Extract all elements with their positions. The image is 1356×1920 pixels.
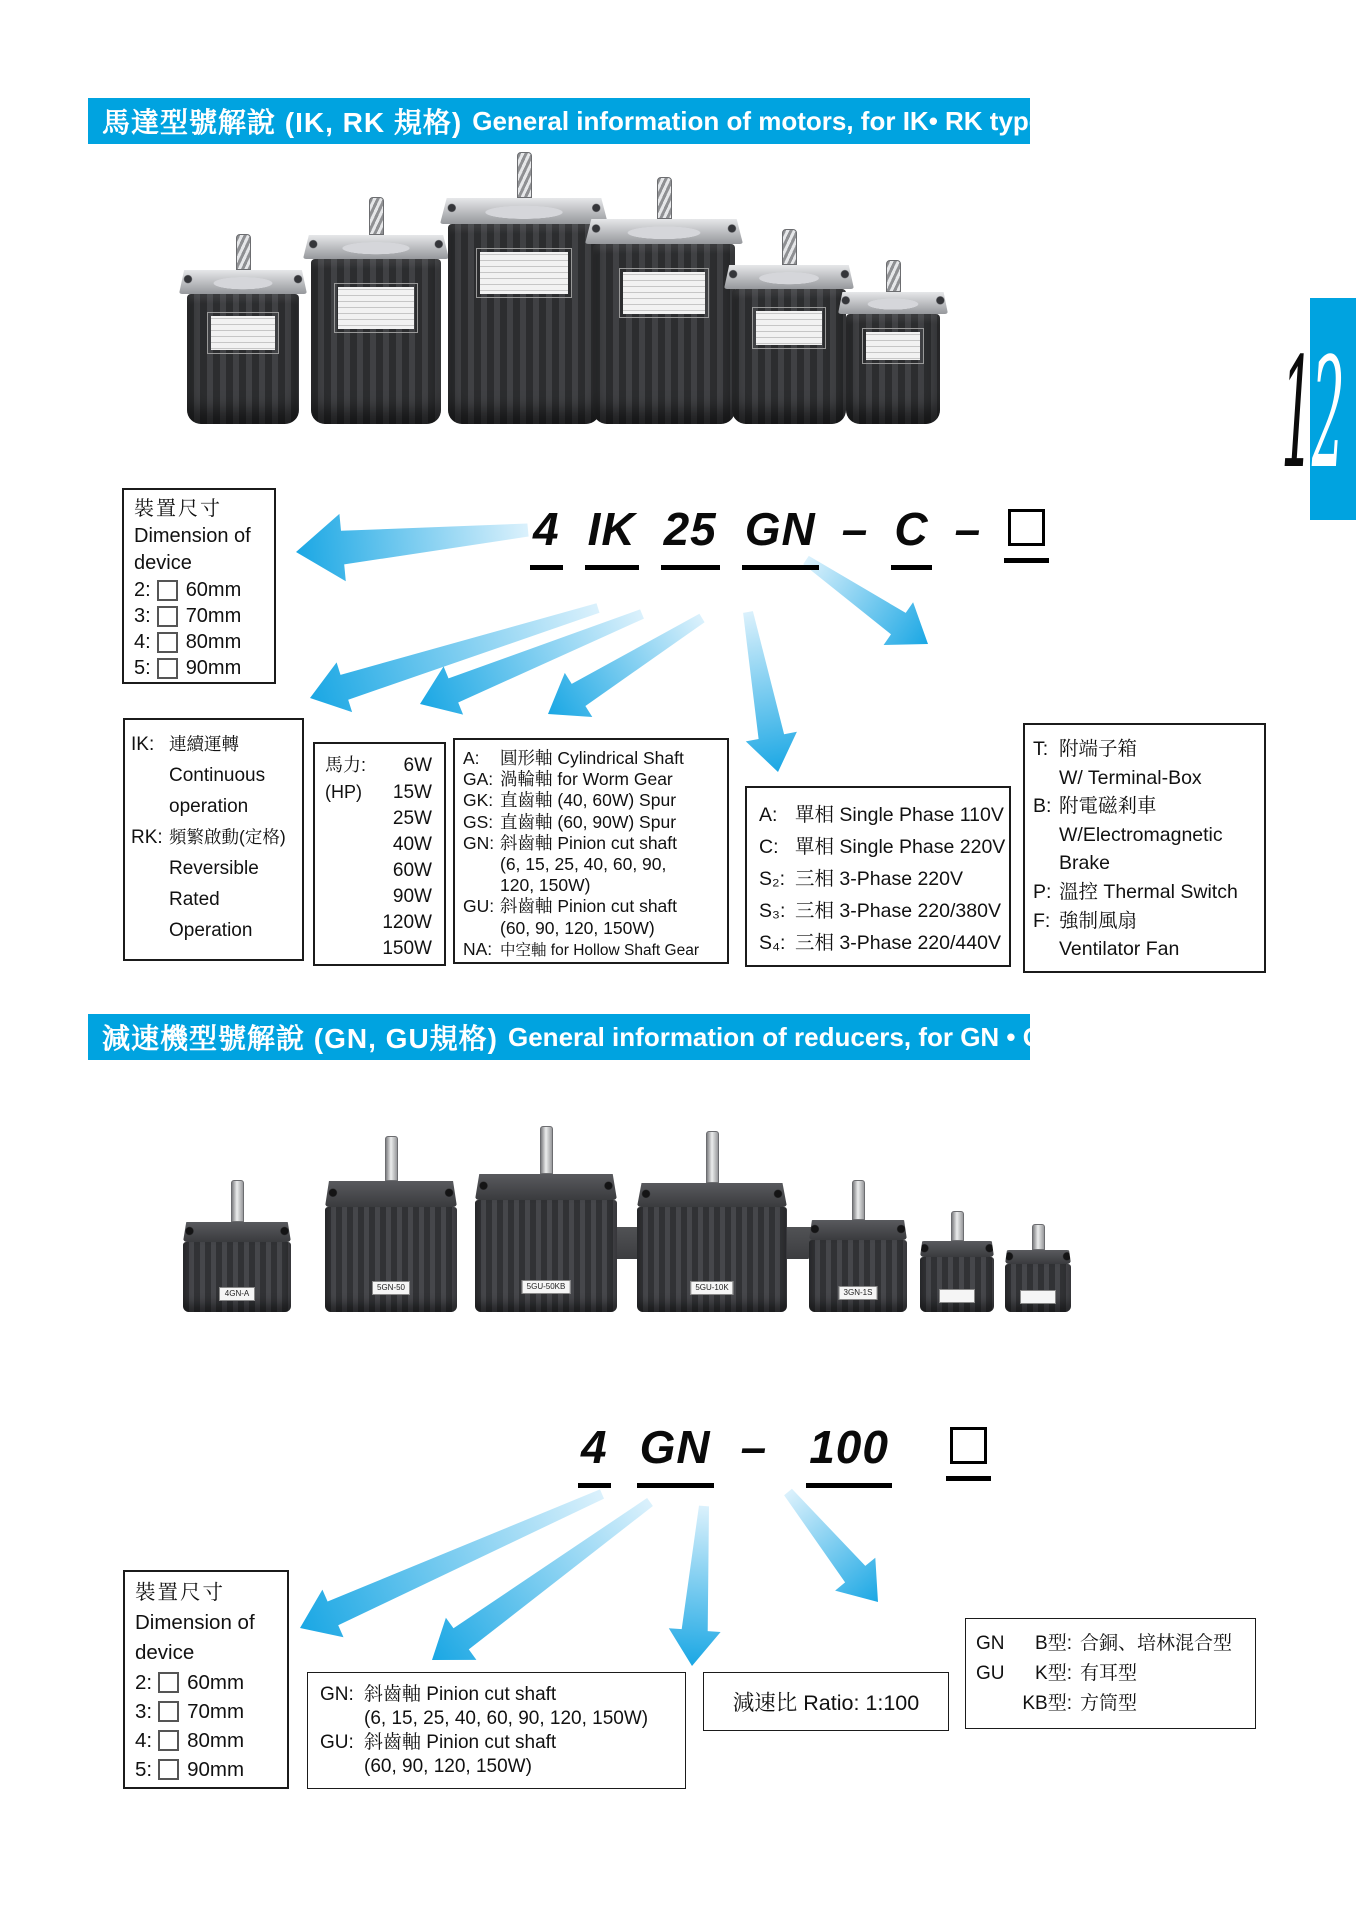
motor-photo bbox=[187, 234, 299, 424]
model-dash: – bbox=[740, 1421, 768, 1473]
motor-body bbox=[593, 244, 735, 424]
spec-text: Brake bbox=[1059, 852, 1110, 875]
power-row bbox=[325, 779, 434, 806]
spec-key: S₂: bbox=[759, 868, 785, 890]
spec-text: 斜齒軸 Pinion cut shaft bbox=[500, 896, 678, 917]
accessory-option-box bbox=[1023, 723, 1266, 973]
motor-label-plate bbox=[752, 307, 826, 349]
spec-text: 圓形軸 Cylindrical Shaft bbox=[500, 748, 684, 768]
checkbox-glyph bbox=[157, 606, 178, 627]
reducer-cap bbox=[475, 1174, 617, 1200]
dim-value: 60mm bbox=[187, 1670, 245, 1694]
spec-key: GN: bbox=[320, 1684, 354, 1705]
reducer-header-zh: 減速機型號解說 (GN, GU規格) bbox=[102, 1023, 498, 1054]
spec-line bbox=[976, 1689, 1245, 1719]
model-dash: – bbox=[954, 503, 982, 555]
spec-line bbox=[320, 1755, 673, 1779]
model-dash: – bbox=[841, 503, 869, 555]
spec-line bbox=[1033, 907, 1256, 936]
spec-line bbox=[1033, 735, 1256, 764]
reducer-label-plate: 4GN-A bbox=[219, 1287, 255, 1301]
power-row bbox=[325, 884, 434, 910]
model-seg-phase: C bbox=[891, 504, 931, 570]
dimension-option bbox=[135, 1726, 277, 1755]
dimension-option bbox=[134, 603, 264, 629]
power-key: 馬力: bbox=[325, 755, 367, 775]
spec-line bbox=[320, 1683, 673, 1707]
dimension-option bbox=[135, 1755, 277, 1784]
dimension-of-device-box bbox=[122, 488, 276, 684]
motor-body bbox=[448, 224, 600, 424]
dim-key: 2: bbox=[135, 1670, 153, 1694]
spec-text: 附端子箱 bbox=[1059, 738, 1138, 760]
power-rating-box bbox=[313, 742, 446, 966]
spec-line bbox=[131, 760, 296, 791]
spec-text: 三相 3-Phase 220/380V bbox=[795, 900, 1001, 922]
dim-key: 4: bbox=[135, 1728, 153, 1752]
spec-line bbox=[463, 918, 719, 939]
dim-value: 70mm bbox=[187, 1699, 245, 1723]
reducer-shaft bbox=[385, 1136, 398, 1181]
motor-header-zh: 馬達型號解說 (IK, RK 規格) bbox=[102, 107, 463, 138]
reducer-body bbox=[920, 1257, 994, 1312]
power-row bbox=[325, 806, 434, 832]
spec-key: GK: bbox=[463, 790, 494, 811]
spec-text: 附電磁剎車 bbox=[1059, 795, 1157, 818]
motor-body bbox=[187, 294, 299, 424]
power-row bbox=[325, 752, 434, 779]
spec-key: B: bbox=[1033, 795, 1052, 818]
spec-line bbox=[463, 896, 719, 917]
reducer-section-header bbox=[88, 1014, 1123, 1060]
motor-label-plate bbox=[207, 312, 280, 354]
reducer-photo bbox=[1005, 1224, 1071, 1312]
reducer-label-plate: 3GN-1S bbox=[839, 1286, 878, 1300]
spec-line bbox=[463, 812, 719, 833]
spec-text: 中空軸 for Hollow Shaft Gear bbox=[500, 941, 699, 959]
motor-label-plate bbox=[862, 328, 925, 364]
reducer-body bbox=[325, 1207, 457, 1312]
motor-flange bbox=[838, 292, 948, 314]
reducer-body bbox=[1005, 1264, 1071, 1312]
spec-text: W/ Terminal-Box bbox=[1059, 766, 1202, 789]
reducer-shaft bbox=[540, 1126, 553, 1174]
spec-key: S₃: bbox=[759, 900, 786, 922]
dimension-option bbox=[135, 1668, 277, 1697]
motor-shaft bbox=[782, 229, 797, 265]
spec-text: W/Electromagnetic bbox=[1059, 823, 1223, 846]
blank-square bbox=[1008, 509, 1045, 546]
spec-text: 單相 Single Phase 110V bbox=[795, 804, 1004, 826]
dim-key: 5: bbox=[135, 1757, 153, 1781]
reducer-body bbox=[809, 1240, 907, 1312]
reducer-shaft bbox=[951, 1211, 964, 1241]
page-number bbox=[1281, 325, 1343, 502]
power-value: 40W bbox=[392, 834, 432, 855]
dim-value: 90mm bbox=[187, 1757, 245, 1781]
spec-line bbox=[463, 748, 719, 769]
page-number-digit: 2 bbox=[1311, 325, 1343, 502]
spec-line bbox=[320, 1731, 673, 1755]
spec-text: 有耳型 bbox=[1080, 1663, 1138, 1684]
model-seg-size: 4 bbox=[530, 504, 563, 570]
model-seg-series: GN bbox=[637, 1422, 714, 1488]
checkbox-glyph bbox=[158, 1759, 179, 1780]
reducer-shaft bbox=[706, 1131, 719, 1183]
spec-line bbox=[131, 884, 296, 915]
motor-photo bbox=[593, 177, 735, 424]
motor-body bbox=[311, 259, 441, 424]
spec-line bbox=[759, 799, 1004, 831]
dim-value: 90mm bbox=[185, 656, 242, 679]
reducer-photo bbox=[920, 1211, 994, 1312]
type-key: KB型: bbox=[1022, 1693, 1072, 1714]
spec-key: GU: bbox=[320, 1732, 354, 1753]
model-blank-option-box bbox=[1004, 504, 1049, 563]
motor-model-code bbox=[530, 504, 1049, 570]
spec-line bbox=[759, 927, 1001, 959]
power-value: 120W bbox=[382, 912, 432, 933]
power-row bbox=[325, 910, 434, 936]
dim-key: 5: bbox=[134, 656, 151, 679]
spec-key: RK: bbox=[131, 827, 163, 848]
reducer-model-code bbox=[578, 1422, 991, 1488]
dim-key: 4: bbox=[134, 630, 151, 653]
type-key: B型: bbox=[1035, 1633, 1072, 1654]
checkbox-glyph bbox=[157, 658, 178, 679]
spec-text: 三相 3-Phase 220V bbox=[795, 868, 964, 890]
reducer-cap bbox=[637, 1183, 787, 1207]
model-seg-size: 4 bbox=[578, 1422, 611, 1488]
spec-line bbox=[131, 791, 296, 822]
power-value: 60W bbox=[392, 860, 432, 881]
motor-flange bbox=[724, 265, 854, 289]
reducer-cap bbox=[1005, 1250, 1071, 1264]
reducer-shaft bbox=[231, 1180, 244, 1222]
spec-line bbox=[759, 831, 1006, 863]
spec-line bbox=[463, 790, 719, 811]
spec-text: 渦輪軸 for Worm Gear bbox=[500, 769, 673, 790]
spec-text: Ventilator Fan bbox=[1059, 938, 1180, 961]
motor-photo bbox=[732, 229, 846, 424]
spec-line bbox=[463, 769, 719, 790]
spec-text: 直齒軸 (60, 90W) Spur bbox=[500, 811, 677, 832]
spec-text: 方筒型 bbox=[1080, 1693, 1138, 1714]
blank-square bbox=[950, 1427, 987, 1464]
motor-shaft bbox=[517, 152, 532, 198]
spec-text: (60, 90, 120, 150W) bbox=[500, 917, 655, 938]
spec-key: T: bbox=[1033, 738, 1049, 760]
motor-label-plate bbox=[334, 283, 417, 333]
spec-line bbox=[976, 1629, 1245, 1659]
operation-type-box bbox=[123, 718, 304, 961]
spec-text: 溫控 Thermal Switch bbox=[1059, 880, 1238, 903]
spec-text: Reversible bbox=[169, 858, 259, 879]
spec-key: GA: bbox=[463, 769, 494, 790]
reducer-photo bbox=[183, 1180, 291, 1312]
motor-photo bbox=[448, 152, 600, 424]
reducer-label-plate: 5GU-10K bbox=[690, 1281, 733, 1295]
power-row bbox=[325, 936, 434, 962]
spec-text: 單相 Single Phase 220V bbox=[795, 836, 1006, 858]
motor-flange bbox=[440, 198, 608, 224]
dimension-option bbox=[134, 577, 264, 603]
power-key: (HP) bbox=[325, 782, 362, 802]
box-title-zh: 裝置尺寸 bbox=[134, 498, 222, 520]
box-title-zh: 裝置尺寸 bbox=[135, 1581, 225, 1604]
motor-shaft bbox=[657, 177, 672, 219]
motor-body bbox=[732, 289, 846, 424]
spec-line bbox=[759, 895, 1001, 927]
shaft-type-box bbox=[453, 738, 729, 964]
power-value: 6W bbox=[403, 755, 432, 776]
motor-label-plate bbox=[476, 248, 572, 298]
reducer-shaft bbox=[852, 1180, 865, 1220]
dimension-option bbox=[134, 655, 264, 681]
model-seg-shaft: GN bbox=[742, 504, 819, 570]
spec-line bbox=[463, 833, 719, 854]
motor-photo bbox=[311, 197, 441, 424]
reducer-photo bbox=[475, 1126, 617, 1312]
power-value: 150W bbox=[382, 938, 432, 959]
reducer-frame-type-box bbox=[965, 1618, 1256, 1729]
spec-text: 三相 3-Phase 220/440V bbox=[795, 932, 1001, 954]
reducer-photo bbox=[325, 1136, 457, 1312]
spec-line bbox=[1033, 764, 1256, 793]
reducer-shaft bbox=[1032, 1224, 1045, 1250]
dimension-option bbox=[134, 629, 264, 655]
spec-text: Rated bbox=[169, 889, 220, 910]
reduction-ratio-box bbox=[703, 1672, 949, 1731]
spec-line bbox=[463, 854, 719, 875]
box-title-en: device bbox=[134, 552, 192, 574]
checkbox-glyph bbox=[158, 1730, 179, 1751]
spec-line bbox=[131, 822, 296, 853]
reducer-cap bbox=[920, 1241, 994, 1257]
type-key: K型: bbox=[1035, 1663, 1072, 1684]
spec-text: Continuous bbox=[169, 765, 266, 786]
reducer-cap bbox=[809, 1220, 907, 1240]
spec-text: 120, 150W) bbox=[500, 875, 591, 896]
reducer-photo bbox=[809, 1180, 907, 1312]
page-number-digit: 1 bbox=[1281, 325, 1312, 502]
motor-section-header bbox=[88, 98, 1044, 144]
dimension-of-device-box bbox=[123, 1570, 289, 1789]
spec-line bbox=[1033, 821, 1256, 850]
checkbox-glyph bbox=[158, 1701, 179, 1722]
spec-text: 頻繁啟動(定格) bbox=[169, 827, 286, 847]
spec-text: (60, 90, 120, 150W) bbox=[364, 1756, 532, 1777]
spec-key: GN bbox=[976, 1633, 1005, 1654]
dim-key: 3: bbox=[134, 604, 151, 627]
reducer-label-plate bbox=[1020, 1290, 1056, 1304]
motor-flange bbox=[303, 235, 449, 259]
spec-key: GS: bbox=[463, 811, 494, 832]
motor-shaft bbox=[886, 260, 901, 292]
motor-label-plate bbox=[619, 268, 709, 318]
spec-text: 斜齒軸 Pinion cut shaft bbox=[364, 1732, 557, 1753]
spec-line bbox=[463, 875, 719, 896]
checkbox-glyph bbox=[158, 1672, 179, 1693]
power-row bbox=[325, 832, 434, 858]
model-seg-ratio: 100 bbox=[806, 1422, 892, 1488]
power-value: 25W bbox=[392, 808, 432, 829]
motor-flange bbox=[585, 219, 743, 244]
reducer-body bbox=[183, 1242, 291, 1312]
motor-shaft bbox=[369, 197, 384, 235]
spec-key: GN: bbox=[463, 832, 495, 853]
reducer-label-plate bbox=[939, 1289, 975, 1303]
spec-text: 斜齒軸 Pinion cut shaft bbox=[500, 832, 678, 853]
reducer-body bbox=[475, 1200, 617, 1312]
reducer-photo bbox=[637, 1131, 787, 1312]
model-blank-option-box bbox=[946, 1422, 991, 1481]
spec-text: Operation bbox=[169, 920, 253, 941]
model-seg-series: IK bbox=[585, 504, 639, 570]
spec-line bbox=[320, 1707, 673, 1731]
dim-key: 2: bbox=[134, 578, 151, 601]
dim-key: 3: bbox=[135, 1699, 153, 1723]
spec-text: 強制風扇 bbox=[1059, 909, 1138, 932]
power-row bbox=[325, 858, 434, 884]
checkbox-glyph bbox=[157, 580, 178, 601]
motor-shaft bbox=[236, 234, 251, 270]
spec-key: A: bbox=[463, 748, 480, 768]
reducer-cap bbox=[183, 1222, 291, 1242]
motor-photo bbox=[846, 260, 940, 424]
power-value: 15W bbox=[392, 782, 432, 803]
dim-value: 80mm bbox=[187, 1728, 245, 1752]
spec-line bbox=[131, 729, 296, 760]
spec-text: operation bbox=[169, 796, 249, 817]
reducer-body bbox=[637, 1207, 787, 1312]
power-value: 90W bbox=[392, 886, 432, 907]
model-seg-power: 25 bbox=[661, 504, 720, 570]
spec-line bbox=[131, 853, 296, 884]
dim-value: 70mm bbox=[185, 604, 242, 627]
spec-line bbox=[131, 915, 296, 946]
spec-key: P: bbox=[1033, 880, 1052, 903]
spec-line bbox=[1033, 935, 1256, 964]
box-title-en: Dimension of bbox=[134, 525, 251, 547]
spec-line bbox=[1033, 849, 1256, 878]
dim-value: 80mm bbox=[185, 630, 242, 653]
reducer-label-plate: 5GN-50 bbox=[372, 1281, 410, 1295]
reducer-cap bbox=[325, 1181, 457, 1207]
motor-flange bbox=[179, 270, 307, 294]
box-title-en: Dimension of bbox=[135, 1611, 255, 1634]
spec-text: (6, 15, 25, 40, 60, 90, 120, 150W) bbox=[364, 1708, 649, 1729]
spec-key: NA: bbox=[463, 938, 493, 959]
spec-line bbox=[1033, 792, 1256, 821]
spec-key: S₄: bbox=[759, 932, 786, 954]
reducer-header-en: General information of reducers, for GN • GU type bbox=[508, 1021, 1123, 1052]
spec-key: C: bbox=[759, 836, 779, 858]
spec-line bbox=[463, 939, 719, 961]
dimension-option bbox=[135, 1697, 277, 1726]
spec-key: F: bbox=[1033, 909, 1051, 932]
spec-line bbox=[759, 863, 997, 895]
spec-key: IK: bbox=[131, 734, 155, 755]
spec-key: GU: bbox=[463, 896, 495, 917]
spec-text: 斜齒軸 Pinion cut shaft bbox=[364, 1684, 557, 1705]
spec-line bbox=[1033, 878, 1256, 907]
motor-header-en: General information of motors, for IK• RK type bbox=[472, 105, 1044, 136]
spec-line bbox=[976, 1659, 1245, 1689]
phase-voltage-box bbox=[745, 786, 1011, 967]
reducer-shaft-type-box bbox=[307, 1672, 686, 1789]
spec-text: 合銅、培林混合型 bbox=[1080, 1633, 1233, 1654]
dim-value: 60mm bbox=[185, 578, 242, 601]
ratio-text: 減速比 Ratio: 1:100 bbox=[732, 1691, 920, 1715]
spec-text: 連續運轉 bbox=[169, 734, 239, 754]
motor-body bbox=[846, 314, 940, 424]
reducer-label-plate: 5GU-50KB bbox=[522, 1280, 571, 1294]
box-title-en: device bbox=[135, 1641, 195, 1664]
checkbox-glyph bbox=[157, 632, 178, 653]
spec-text: 直齒軸 (40, 60W) Spur bbox=[500, 790, 677, 811]
spec-key: GU bbox=[976, 1663, 1005, 1684]
spec-text: (6, 15, 25, 40, 60, 90, bbox=[500, 854, 667, 875]
spec-key: A: bbox=[759, 804, 778, 826]
